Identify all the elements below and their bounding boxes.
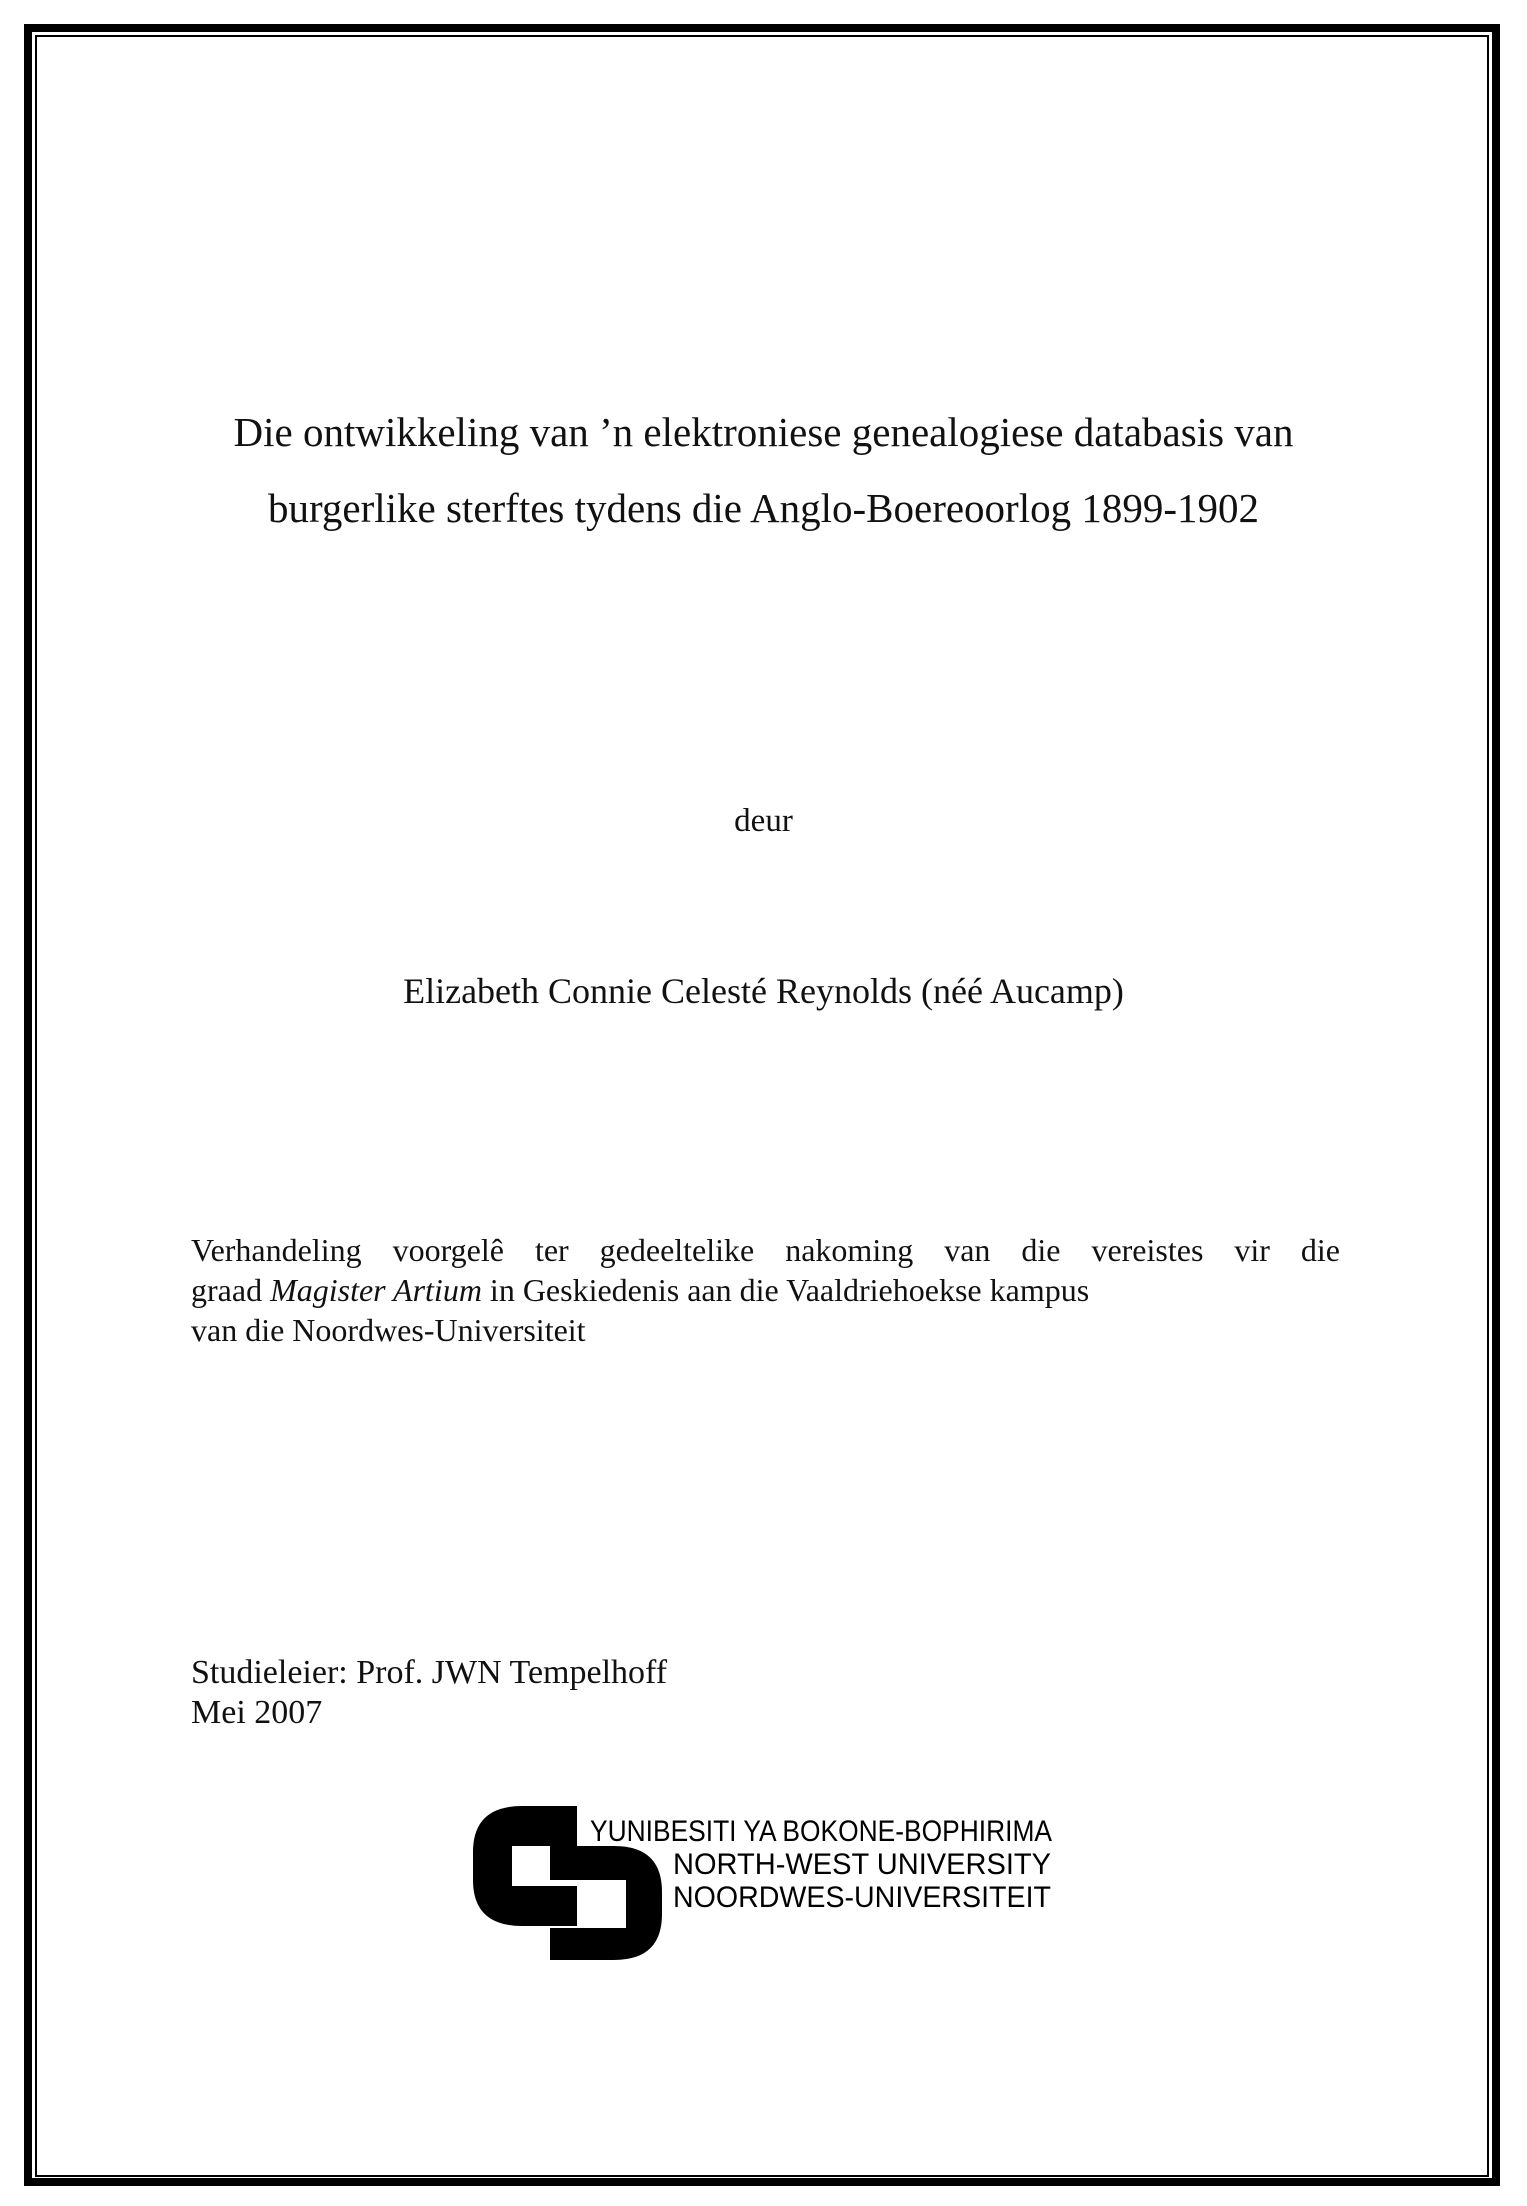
date: Mei 2007 [191,1694,323,1731]
supervisor: Studieleier: Prof. JWN Tempelhoff [191,1654,668,1691]
submission-text: in Geskiedenis aan die Vaaldriehoekse kampus [481,1272,1090,1308]
logo-text-line-2: NORTH-WEST UNIVERSITY [673,1848,1051,1881]
submission-text: graad [191,1272,271,1308]
title-line-2: burgerlike sterftes tydens die Anglo-Boereoorlog 1899-1902 [267,485,1259,531]
submission-line-1: Verhandeling voorgelê ter gedeeltelike nakoming van die vereistes vir die [191,1232,1340,1268]
author-name: Elizabeth Connie Celesté Reynolds (néé Aucamp) [403,971,1124,1011]
logo-text-line-1: YUNIBESITI YA BOKONE-BOPHIRIMA [590,1815,1052,1848]
degree-name: Magister Artium [270,1272,482,1308]
submission-line-3: van die Noordwes-Universiteit [191,1312,586,1348]
title-line-1: Die ontwikkeling van ’n elektroniese genealogiese databasis van [233,409,1294,455]
by-label: deur [734,803,793,839]
logo-text-line-3: NOORDWES-UNIVERSITEIT [673,1881,1051,1914]
